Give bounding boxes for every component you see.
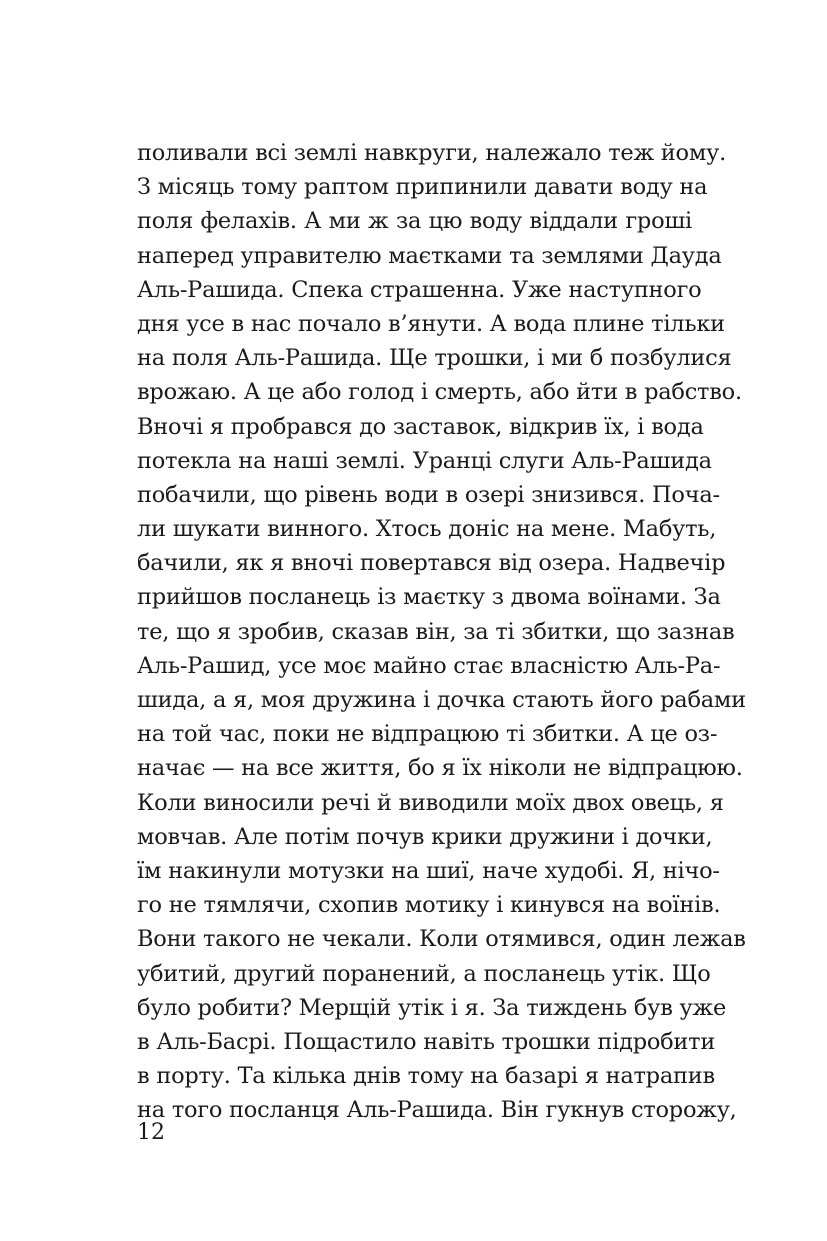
text-line-18: на той час, поки не відпрацюю ті збитки. А це оз- xyxy=(137,721,718,748)
text-line-16: Аль-Рашид, усе моє майно стає власністю Аль-Ра- xyxy=(137,652,721,679)
text-line-25: убитий, другий поранений, а посланець утік. Що xyxy=(137,960,711,987)
text-line-23: го не тямлячи, схопив мотику і кинувся на воїнів. xyxy=(137,892,721,919)
text-line-15: те, що я зробив, сказав він, за ті збитки, що зазнав xyxy=(137,618,735,645)
text-line-24: Вони такого не чекали. Коли отямився, один лежав xyxy=(137,926,746,953)
text-line-21: мовчав. Але потім почув крики дружини і дочки, xyxy=(137,823,713,850)
text-line-13: бачили, як я вночі повертався від озера. Надвечір xyxy=(137,550,726,577)
text-line-27: в Аль-Басрі. Пощастило навіть трошки підробити xyxy=(137,1028,716,1055)
text-line-6: дня усе в нас почало в’янути. А вода плине тільки xyxy=(137,310,725,337)
text-line-10: потекла на наші землі. Уранці слуги Аль-Рашида xyxy=(137,447,712,474)
text-line-12: ли шукати винного. Хтось доніс на мене. Мабуть, xyxy=(137,516,717,543)
text-line-29: на того посланця Аль-Рашида. Він гукнув сторожу, xyxy=(137,1097,737,1124)
page-number: 12 xyxy=(137,1120,165,1145)
text-line-28: в порту. Та кілька днів тому на базарі я натрапив xyxy=(137,1063,715,1090)
text-line-22: їм накинули мотузки на шиї, наче худобі. Я, нічо- xyxy=(137,857,720,884)
text-line-8: врожаю. А це або голод і смерть, або йти в рабство. xyxy=(137,379,742,406)
text-line-11: побачили, що рівень води в озері знизився. Поча- xyxy=(137,481,720,508)
text-line-19: начає — на все життя, бо я їх ніколи не відпрацюю. xyxy=(137,755,743,782)
text-line-1: поливали всі землі навкруги, належало теж йому. xyxy=(137,140,726,166)
text-line-7: на поля Аль-Рашида. Ще трошки, і ми б позбулися xyxy=(137,345,732,372)
text-line-9: Вночі я пробрався до заставок, відкрив їх, і вода xyxy=(137,413,704,440)
text-line-20: Коли виносили речі й виводили моїх двох овець, я xyxy=(137,789,724,816)
text-line-26: було робити? Мерщій утік і я. За тиждень був уже xyxy=(137,994,727,1021)
text-line-4: наперед управителю маєтками та землями Дауда xyxy=(137,242,722,269)
text-line-2: З місяць тому раптом припинили давати воду на xyxy=(137,174,708,201)
text-line-5: Аль-Рашида. Спека страшенна. Уже наступного xyxy=(137,276,702,303)
text-line-14: прийшов посланець із маєтку з двома воїнами. За xyxy=(137,584,721,611)
text-line-17: шида, а я, моя дружина і дочка стають його рабами xyxy=(137,687,746,713)
body-text xyxy=(137,136,746,1127)
text-line-3: поля фелахів. А ми ж за цю воду віддали гроші xyxy=(137,208,692,235)
